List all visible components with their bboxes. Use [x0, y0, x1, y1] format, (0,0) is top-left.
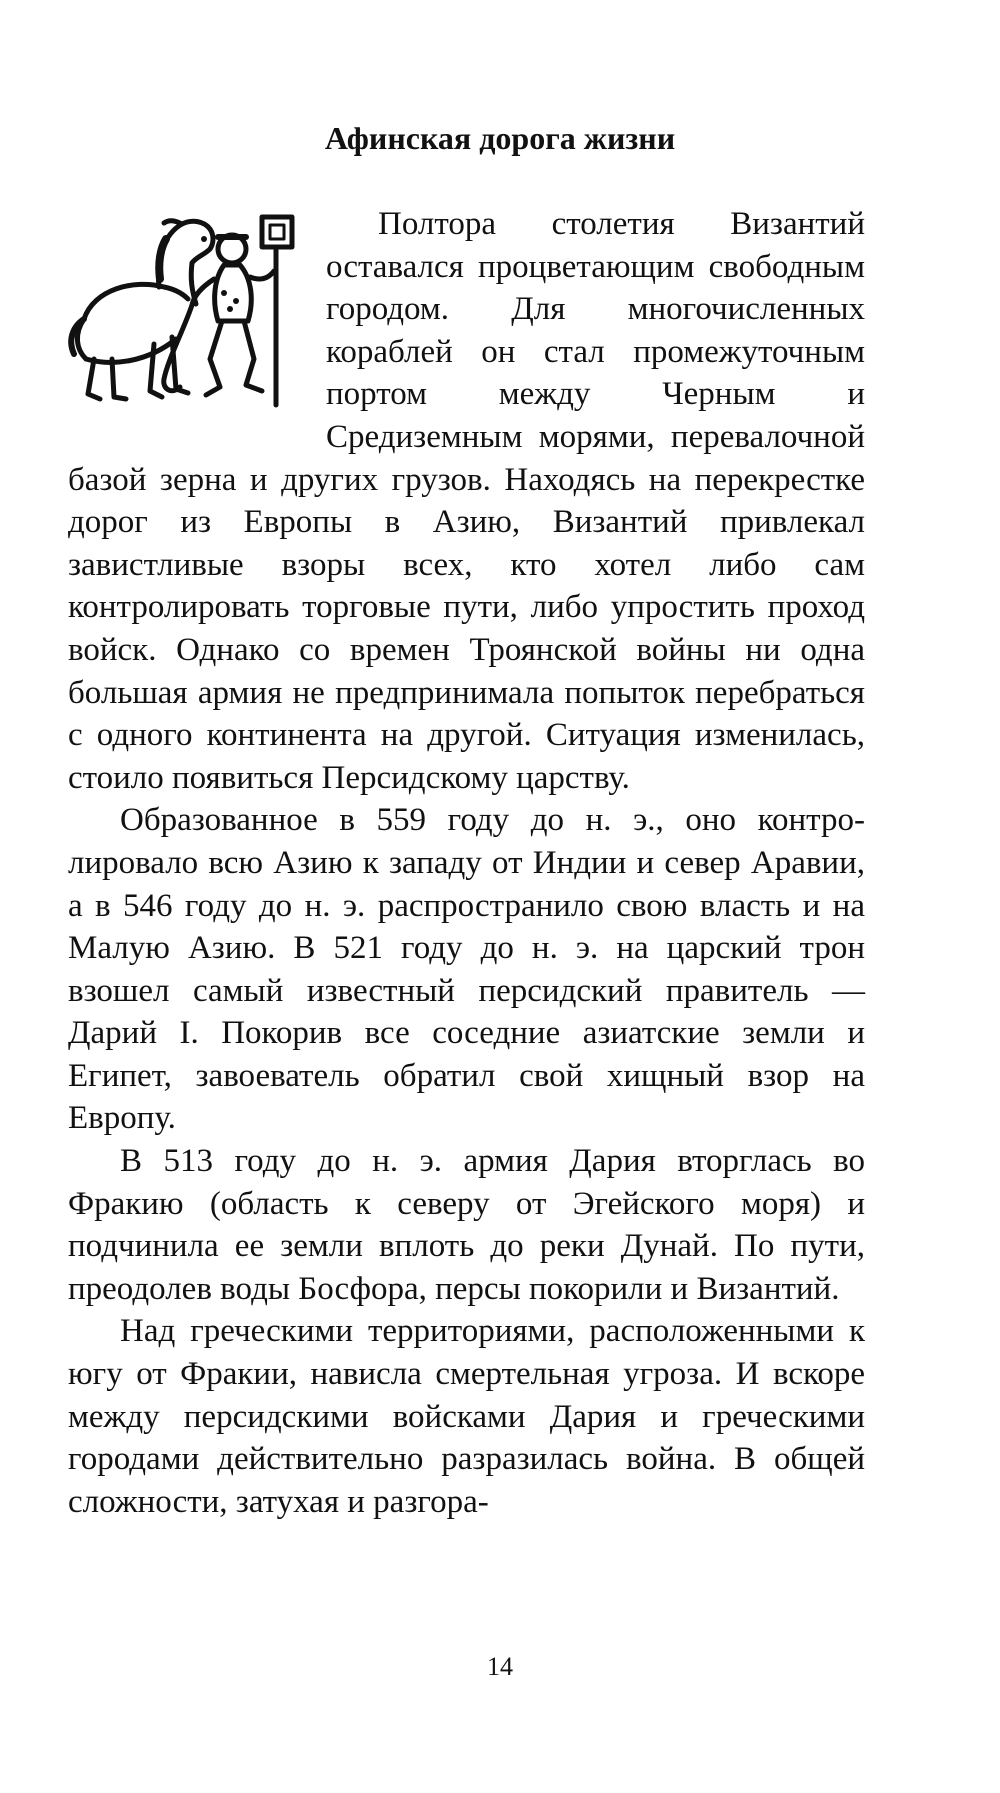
paragraph: Полтора столетия Византий оставался процветающим свободным городом. Для многочисленных кораблей он стал промежуточным портом между Черным и Средиземным морями, перевалочной базой зерна и других грузов. Находясь на перекрестке дорог из Европы в Азию, Византий привлекал завистливые взоры всех, кто хотел либо сам контролировать торговые пути, либо упростить проход войск. Однако со времен Троянской войны ни одна большая армия не предпринимала попыток перебраться с одного континента на другой. Ситуация изменилась, стоило появиться Персидскому царству.	[68, 206, 865, 796]
paragraph: В 513 году до н. э. армия Дария вторглась во Фракию (область к северу от Эгейского моря) и подчинила ее земли вплоть до реки Дунай. По пути, преодолев воды Босфора, персы покорили и Византий.	[68, 1143, 865, 1307]
horse-and-man-icon	[64, 209, 302, 419]
paragraph: Над греческими территориями, расположенными к югу от Фракии, нависла смертельная угроза. И вскоре между персидскими войсками Дария и греческими городами действительно разразилась война. В общей сложности, затухая и разгора-	[68, 1313, 865, 1520]
page-number: 14	[487, 1652, 513, 1681]
chapter-title: Афинская дорога жизни	[324, 120, 676, 156]
body-text	[68, 203, 865, 1523]
paragraph: Образованное в 559 году до н. э., оно контролировало всю Азию к западу от Индии и север Аравии, а в 546 году до н. э. распространило свою власть и на Малую Азию. В 521 году до н. э. на царский трон взошел самый известный персидский правитель — Дарий I. Покорив все соседние азиатские земли и Египет, завоеватель обратил свой хищный взор на Европу.	[68, 802, 865, 1137]
horse-and-man-illustration	[64, 209, 302, 419]
